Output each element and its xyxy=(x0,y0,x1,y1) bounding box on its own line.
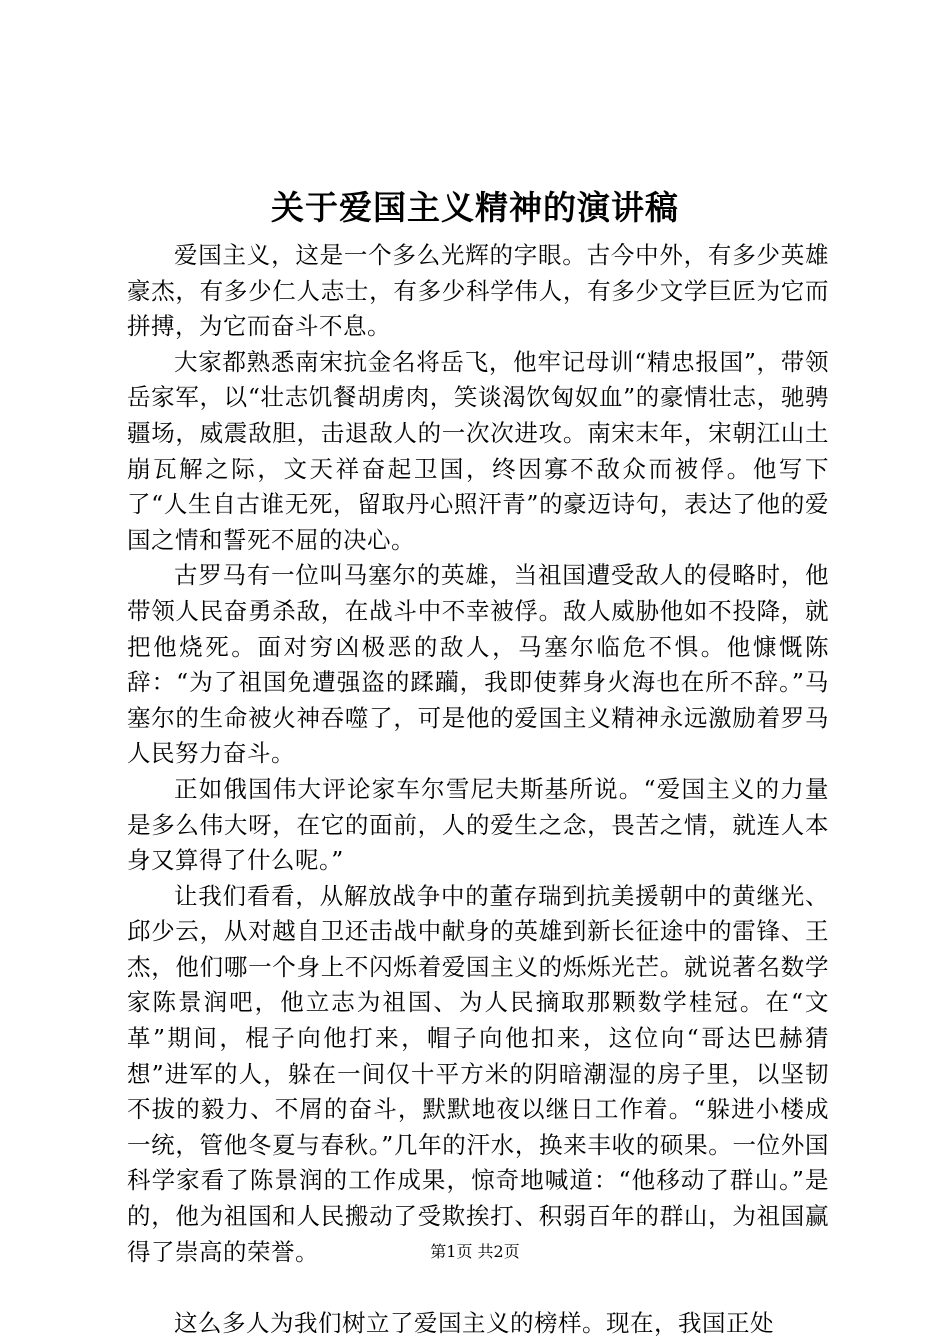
document-body xyxy=(127,238,829,1342)
page-footer: 第1页 共2页 xyxy=(430,1242,520,1261)
document-title: 关于爱国主义精神的演讲稿 xyxy=(271,188,679,227)
paragraph-5: 让我们看看，从解放战争中的董存瑞到抗美援朝中的黄继光、邱少云，从对越自卫还击战中献身的英雄到新长征途中的雷锋、王杰，他们哪一个身上不闪烁着爱国主义的烁烁光芒。就说著名数学家陈景润吧，他立志为祖国、为人民摘取那颗数学桂冠。在“文革”期间，棍子向他打来，帽子向他扣来，这位向“哥达巴赫猜想”进军的人，躲在一间仅十平方米的阴暗潮湿的房子里，以坚韧不拔的毅力、不屑的奋斗，默默地夜以继日工作着。“躲进小楼成一统，管他冬夏与春秋。”几年的汗水，换来丰收的硕果。一位外国科学家看了陈景润的工作成果，惊奇地喊道：“他移动了群山。”是的，他为祖国和人民搬动了受欺挨打、积弱百年的群山，为祖国赢得了崇高的荣誉。 xyxy=(127,881,829,1266)
paragraph-2: 大家都熟悉南宋抗金名将岳飞，他牢记母训“精忠报国”，带领岳家军，以“壮志饥餐胡虏肉，笑谈渴饮匈奴血”的豪情壮志，驰骋疆场，威震敌胆，击退敌人的一次次进攻。南宋末年，宋朝江山土崩瓦解之际，文天祥奋起卫国，终因寡不敌众而被俘。他写下了“人生自古谁无死，留取丹心照汗青”的豪迈诗句，表达了他的爱国之情和誓死不屈的决心。 xyxy=(127,347,829,554)
paragraph-4: 正如俄国伟大评论家车尔雪尼夫斯基所说。“爱国主义的力量是多么伟大呀，在它的面前，人的爱生之念，畏苦之情，就连人本身又算得了什么呢。” xyxy=(127,774,829,875)
paragraph-1: 爱国主义，这是一个多么光辉的字眼。古今中外，有多少英雄豪杰，有多少仁人志士，有多少科学伟人，有多少文学巨匠为它而拼搏，为它而奋斗不息。 xyxy=(127,241,829,341)
paragraph-6: 这么多人为我们树立了爱国主义的榜样。现在，我国正处 xyxy=(174,1309,774,1338)
paragraph-3: 古罗马有一位叫马塞尔的英雄，当祖国遭受敌人的侵略时，他带领人民奋勇杀敌，在战斗中不幸被俘。敌人威胁他如不投降，就把他烧死。面对穷凶极恶的敌人，马塞尔临危不惧。他慷慨陈辞：“为了祖国免遭强盗的蹂躏，我即使葬身火海也在所不辞。”马塞尔的生命被火神吞噬了，可是他的爱国主义精神永远激励着罗马人民努力奋斗。 xyxy=(127,561,829,768)
